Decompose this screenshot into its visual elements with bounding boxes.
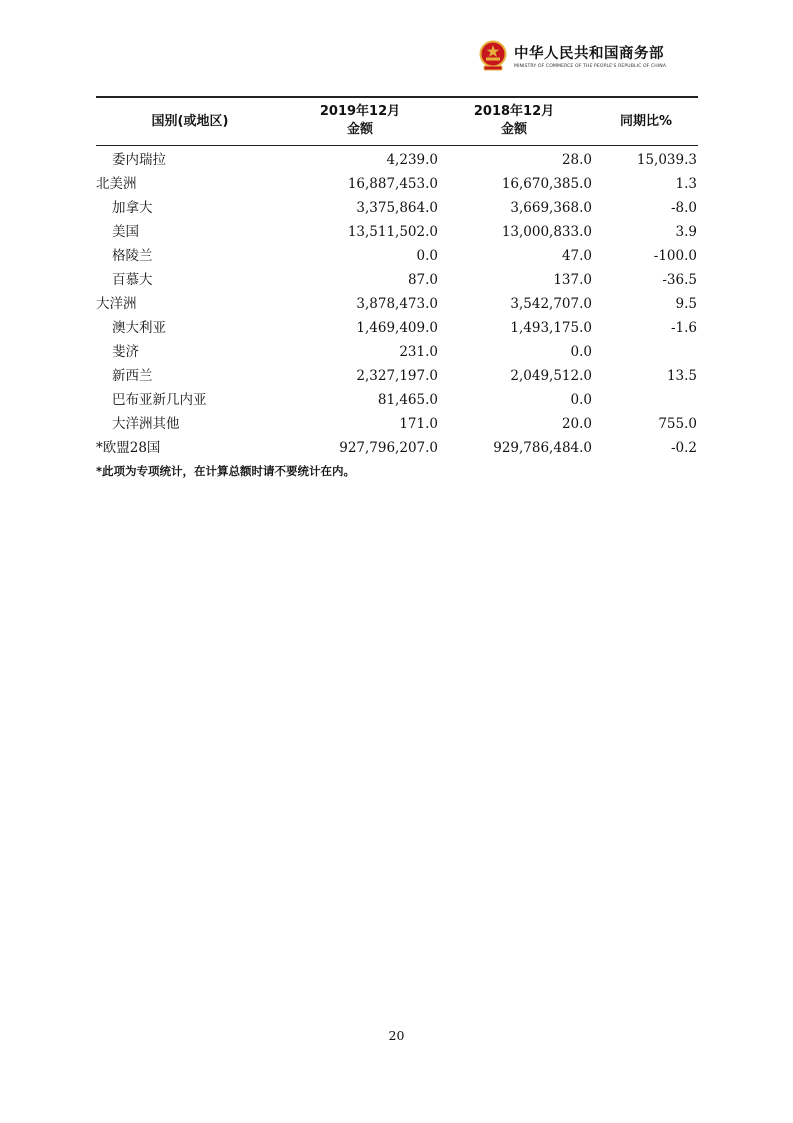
- yoy-cell: -1.6: [670, 320, 697, 336]
- national-emblem-icon: [478, 40, 508, 72]
- ministry-header: [478, 40, 708, 74]
- yoy-cell: -0.2: [670, 440, 697, 456]
- table-row: [0, 172, 793, 196]
- header-yoy: 同期比%: [619, 114, 673, 129]
- amount-2019-cell: 16,887,453.0: [347, 176, 438, 192]
- amount-2018-cell: 0.0: [570, 344, 592, 360]
- table-row: [0, 220, 793, 244]
- table-row: [0, 364, 793, 388]
- amount-2018-cell: 28.0: [561, 152, 592, 168]
- ministry-name-cn: 中华人民共和国商务部: [514, 46, 664, 62]
- amount-2019-cell: 87.0: [407, 272, 438, 288]
- region-name-cell: 斐济: [112, 344, 139, 360]
- yoy-cell: 1.3: [675, 176, 697, 192]
- table-row: [0, 340, 793, 364]
- table-row: [0, 148, 793, 172]
- region-name-cell: 大洋洲其他: [112, 416, 180, 432]
- region-name-cell: 百慕大: [112, 272, 153, 288]
- amount-2019-cell: 3,375,864.0: [356, 200, 438, 216]
- amount-2018-cell: 2,049,512.0: [510, 368, 592, 384]
- table-row: [0, 196, 793, 220]
- yoy-cell: -100.0: [653, 248, 697, 264]
- amount-2018-cell: 137.0: [553, 272, 592, 288]
- header-2019-amount: 金额: [346, 122, 373, 137]
- header-2018-month: 2018年12月: [473, 104, 555, 119]
- region-name-cell: 美国: [112, 224, 139, 240]
- footnote: *此项为专项统计，在计算总额时请不要统计在内。: [96, 464, 356, 478]
- amount-2018-cell: 929,786,484.0: [493, 440, 592, 456]
- amount-2018-cell: 1,493,175.0: [510, 320, 592, 336]
- amount-2018-cell: 47.0: [561, 248, 592, 264]
- table-row: [0, 244, 793, 268]
- amount-2019-cell: 13,511,502.0: [347, 224, 438, 240]
- region-name-cell: 加拿大: [112, 200, 153, 216]
- region-name-cell: 格陵兰: [112, 248, 153, 264]
- table-row: [0, 268, 793, 292]
- table-body: [0, 148, 793, 460]
- table-row: [0, 316, 793, 340]
- amount-2019-cell: 927,796,207.0: [339, 440, 438, 456]
- table-row: [0, 436, 793, 460]
- page-number: 20: [388, 1028, 405, 1043]
- table-top-rule: [96, 96, 698, 98]
- region-name-cell: 委内瑞拉: [112, 152, 166, 168]
- amount-2018-cell: 20.0: [561, 416, 592, 432]
- amount-2019-cell: 3,878,473.0: [356, 296, 438, 312]
- region-name-cell: *欧盟28国: [96, 440, 161, 456]
- yoy-cell: 15,039.3: [636, 152, 697, 168]
- region-name-cell: 澳大利亚: [112, 320, 166, 336]
- yoy-cell: 9.5: [675, 296, 697, 312]
- amount-2018-cell: 0.0: [570, 392, 592, 408]
- yoy-cell: 755.0: [658, 416, 697, 432]
- header-2019-month: 2019年12月: [319, 104, 401, 119]
- ministry-name-en: MINISTRY OF COMMERCE OF THE PEOPLE'S REPUBLIC OF CHINA: [514, 64, 667, 69]
- amount-2019-cell: 171.0: [399, 416, 438, 432]
- yoy-cell: -8.0: [670, 200, 697, 216]
- region-name-cell: 巴布亚新几内亚: [112, 392, 207, 408]
- amount-2019-cell: 0.0: [416, 248, 438, 264]
- amount-2019-cell: 4,239.0: [386, 152, 438, 168]
- amount-2018-cell: 16,670,385.0: [501, 176, 592, 192]
- table-row: [0, 292, 793, 316]
- amount-2019-cell: 1,469,409.0: [356, 320, 438, 336]
- yoy-cell: 13.5: [666, 368, 697, 384]
- table-row: [0, 412, 793, 436]
- region-name-cell: 北美洲: [96, 176, 137, 192]
- amount-2019-cell: 231.0: [399, 344, 438, 360]
- table-row: [0, 388, 793, 412]
- amount-2018-cell: 3,669,368.0: [510, 200, 592, 216]
- table-header-rule: [96, 145, 698, 146]
- region-name-cell: 大洋洲: [96, 296, 137, 312]
- amount-2018-cell: 13,000,833.0: [501, 224, 592, 240]
- yoy-cell: -36.5: [662, 272, 697, 288]
- amount-2019-cell: 2,327,197.0: [356, 368, 438, 384]
- region-name-cell: 新西兰: [112, 368, 153, 384]
- amount-2018-cell: 3,542,707.0: [510, 296, 592, 312]
- amount-2019-cell: 81,465.0: [377, 392, 438, 408]
- header-region: 国别(或地区): [151, 114, 229, 129]
- header-2018-amount: 金额: [500, 122, 527, 137]
- yoy-cell: 3.9: [675, 224, 697, 240]
